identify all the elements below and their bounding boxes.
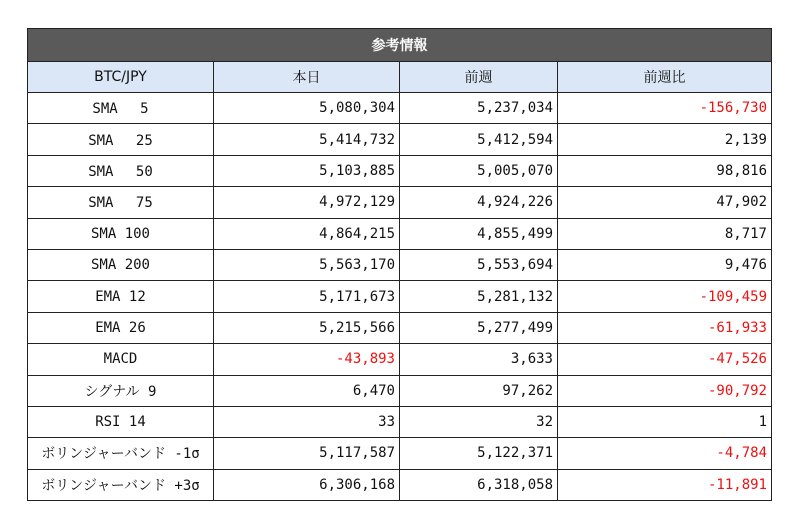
- today-value-cell: 5,215,566: [214, 312, 400, 343]
- table-row: [28, 155, 772, 186]
- row-label-cell: ボリンジャーバンド -1σ: [28, 438, 214, 469]
- row-label-cell: SMA 25: [28, 124, 214, 155]
- today-value-cell: 4,972,129: [214, 187, 400, 218]
- today-value-cell: 33: [214, 406, 400, 437]
- column-header-week-change: 前週比: [558, 62, 772, 93]
- week-change-value-cell: -109,459: [558, 281, 772, 312]
- row-label-cell: SMA 100: [28, 218, 214, 249]
- week-change-value-cell: 8,717: [558, 218, 772, 249]
- row-label-cell: SMA 50: [28, 155, 214, 186]
- table-row: [28, 438, 772, 469]
- table-row: [28, 218, 772, 249]
- column-header-pair: BTC/JPY: [28, 62, 214, 93]
- prev-week-value-cell: 6,318,058: [400, 469, 558, 500]
- row-label-cell: ボリンジャーバンド +3σ: [28, 469, 214, 500]
- row-label-cell: RSI 14: [28, 406, 214, 437]
- week-change-value-cell: -47,526: [558, 344, 772, 375]
- table-row: [28, 281, 772, 312]
- today-value-cell: 5,414,732: [214, 124, 400, 155]
- week-change-value-cell: -156,730: [558, 93, 772, 124]
- table-row: [28, 187, 772, 218]
- today-value-cell: 5,563,170: [214, 249, 400, 280]
- today-value-cell: 6,470: [214, 375, 400, 406]
- week-change-value-cell: -61,933: [558, 312, 772, 343]
- today-value-cell: 5,080,304: [214, 93, 400, 124]
- table-row: [28, 93, 772, 124]
- table-row: [28, 124, 772, 155]
- prev-week-value-cell: 5,122,371: [400, 438, 558, 469]
- row-label-cell: EMA 12: [28, 281, 214, 312]
- row-label-cell: MACD: [28, 344, 214, 375]
- prev-week-value-cell: 32: [400, 406, 558, 437]
- prev-week-value-cell: 5,281,132: [400, 281, 558, 312]
- row-label-cell: SMA 200: [28, 249, 214, 280]
- week-change-value-cell: 2,139: [558, 124, 772, 155]
- row-label-cell: EMA 26: [28, 312, 214, 343]
- table-title: 参考情報: [28, 29, 772, 62]
- column-header-prev-week: 前週: [400, 62, 558, 93]
- row-label-cell: SMA 75: [28, 187, 214, 218]
- week-change-value-cell: -90,792: [558, 375, 772, 406]
- week-change-value-cell: 98,816: [558, 155, 772, 186]
- reference-info-panel: [27, 28, 771, 501]
- row-label-cell: シグナル 9: [28, 375, 214, 406]
- prev-week-value-cell: 5,412,594: [400, 124, 558, 155]
- table-row: [28, 469, 772, 500]
- table-body: [28, 93, 772, 501]
- prev-week-value-cell: 4,924,226: [400, 187, 558, 218]
- week-change-value-cell: 1: [558, 406, 772, 437]
- prev-week-value-cell: 5,005,070: [400, 155, 558, 186]
- table-row: [28, 249, 772, 280]
- prev-week-value-cell: 5,237,034: [400, 93, 558, 124]
- column-header-today: 本日: [214, 62, 400, 93]
- week-change-value-cell: 9,476: [558, 249, 772, 280]
- today-value-cell: 4,864,215: [214, 218, 400, 249]
- week-change-value-cell: 47,902: [558, 187, 772, 218]
- today-value-cell: 6,306,168: [214, 469, 400, 500]
- week-change-value-cell: -4,784: [558, 438, 772, 469]
- table-row: [28, 406, 772, 437]
- prev-week-value-cell: 4,855,499: [400, 218, 558, 249]
- prev-week-value-cell: 5,277,499: [400, 312, 558, 343]
- reference-info-table: [27, 28, 772, 501]
- today-value-cell: -43,893: [214, 344, 400, 375]
- prev-week-value-cell: 5,553,694: [400, 249, 558, 280]
- today-value-cell: 5,103,885: [214, 155, 400, 186]
- table-row: [28, 312, 772, 343]
- week-change-value-cell: -11,891: [558, 469, 772, 500]
- prev-week-value-cell: 97,262: [400, 375, 558, 406]
- table-row: [28, 375, 772, 406]
- today-value-cell: 5,117,587: [214, 438, 400, 469]
- table-title-row: [28, 29, 772, 62]
- table-header-row: [28, 62, 772, 93]
- table-row: [28, 344, 772, 375]
- today-value-cell: 5,171,673: [214, 281, 400, 312]
- prev-week-value-cell: 3,633: [400, 344, 558, 375]
- row-label-cell: SMA 5: [28, 93, 214, 124]
